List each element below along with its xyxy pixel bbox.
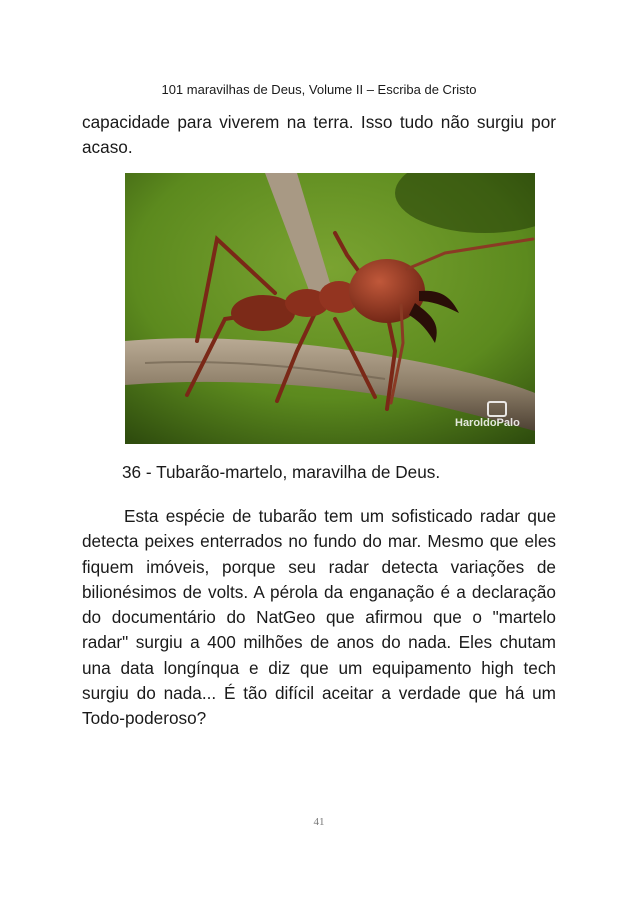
running-header: 101 maravilhas de Deus, Volume II – Escriba de Cristo [161,82,477,97]
paragraph-continued: capacidade para viverem na terra. Isso tudo não surgiu por acaso. [82,112,556,158]
paragraph-main-text: Esta espécie de tubarão tem um sofisticado radar que detecta peixes enterrados no fundo do mar. Mesmo que eles fiquem imóveis, porque seu radar detecta variações de bilionésimos de volts. A pérola da enganação é a declaração do documentário do NatGeo que afirmou que o "martelo radar" surgiu a 400 milhões de anos do nada. Eles chutam una data longínqua e diz que um equipamento high tech surgiu do nada... É tão difícil aceitar a verdade que há um Todo-poderoso? [82,506,556,729]
ant-photo [125,173,535,444]
watermark-logo-icon [487,401,507,417]
paragraph-main [82,504,556,732]
photo-watermark: HaroldoPalo [455,417,520,429]
section-caption: 36 - Tubarão-martelo, maravilha de Deus. [122,462,441,482]
page-number: 41 [313,816,325,828]
ant-illustration [125,173,535,444]
